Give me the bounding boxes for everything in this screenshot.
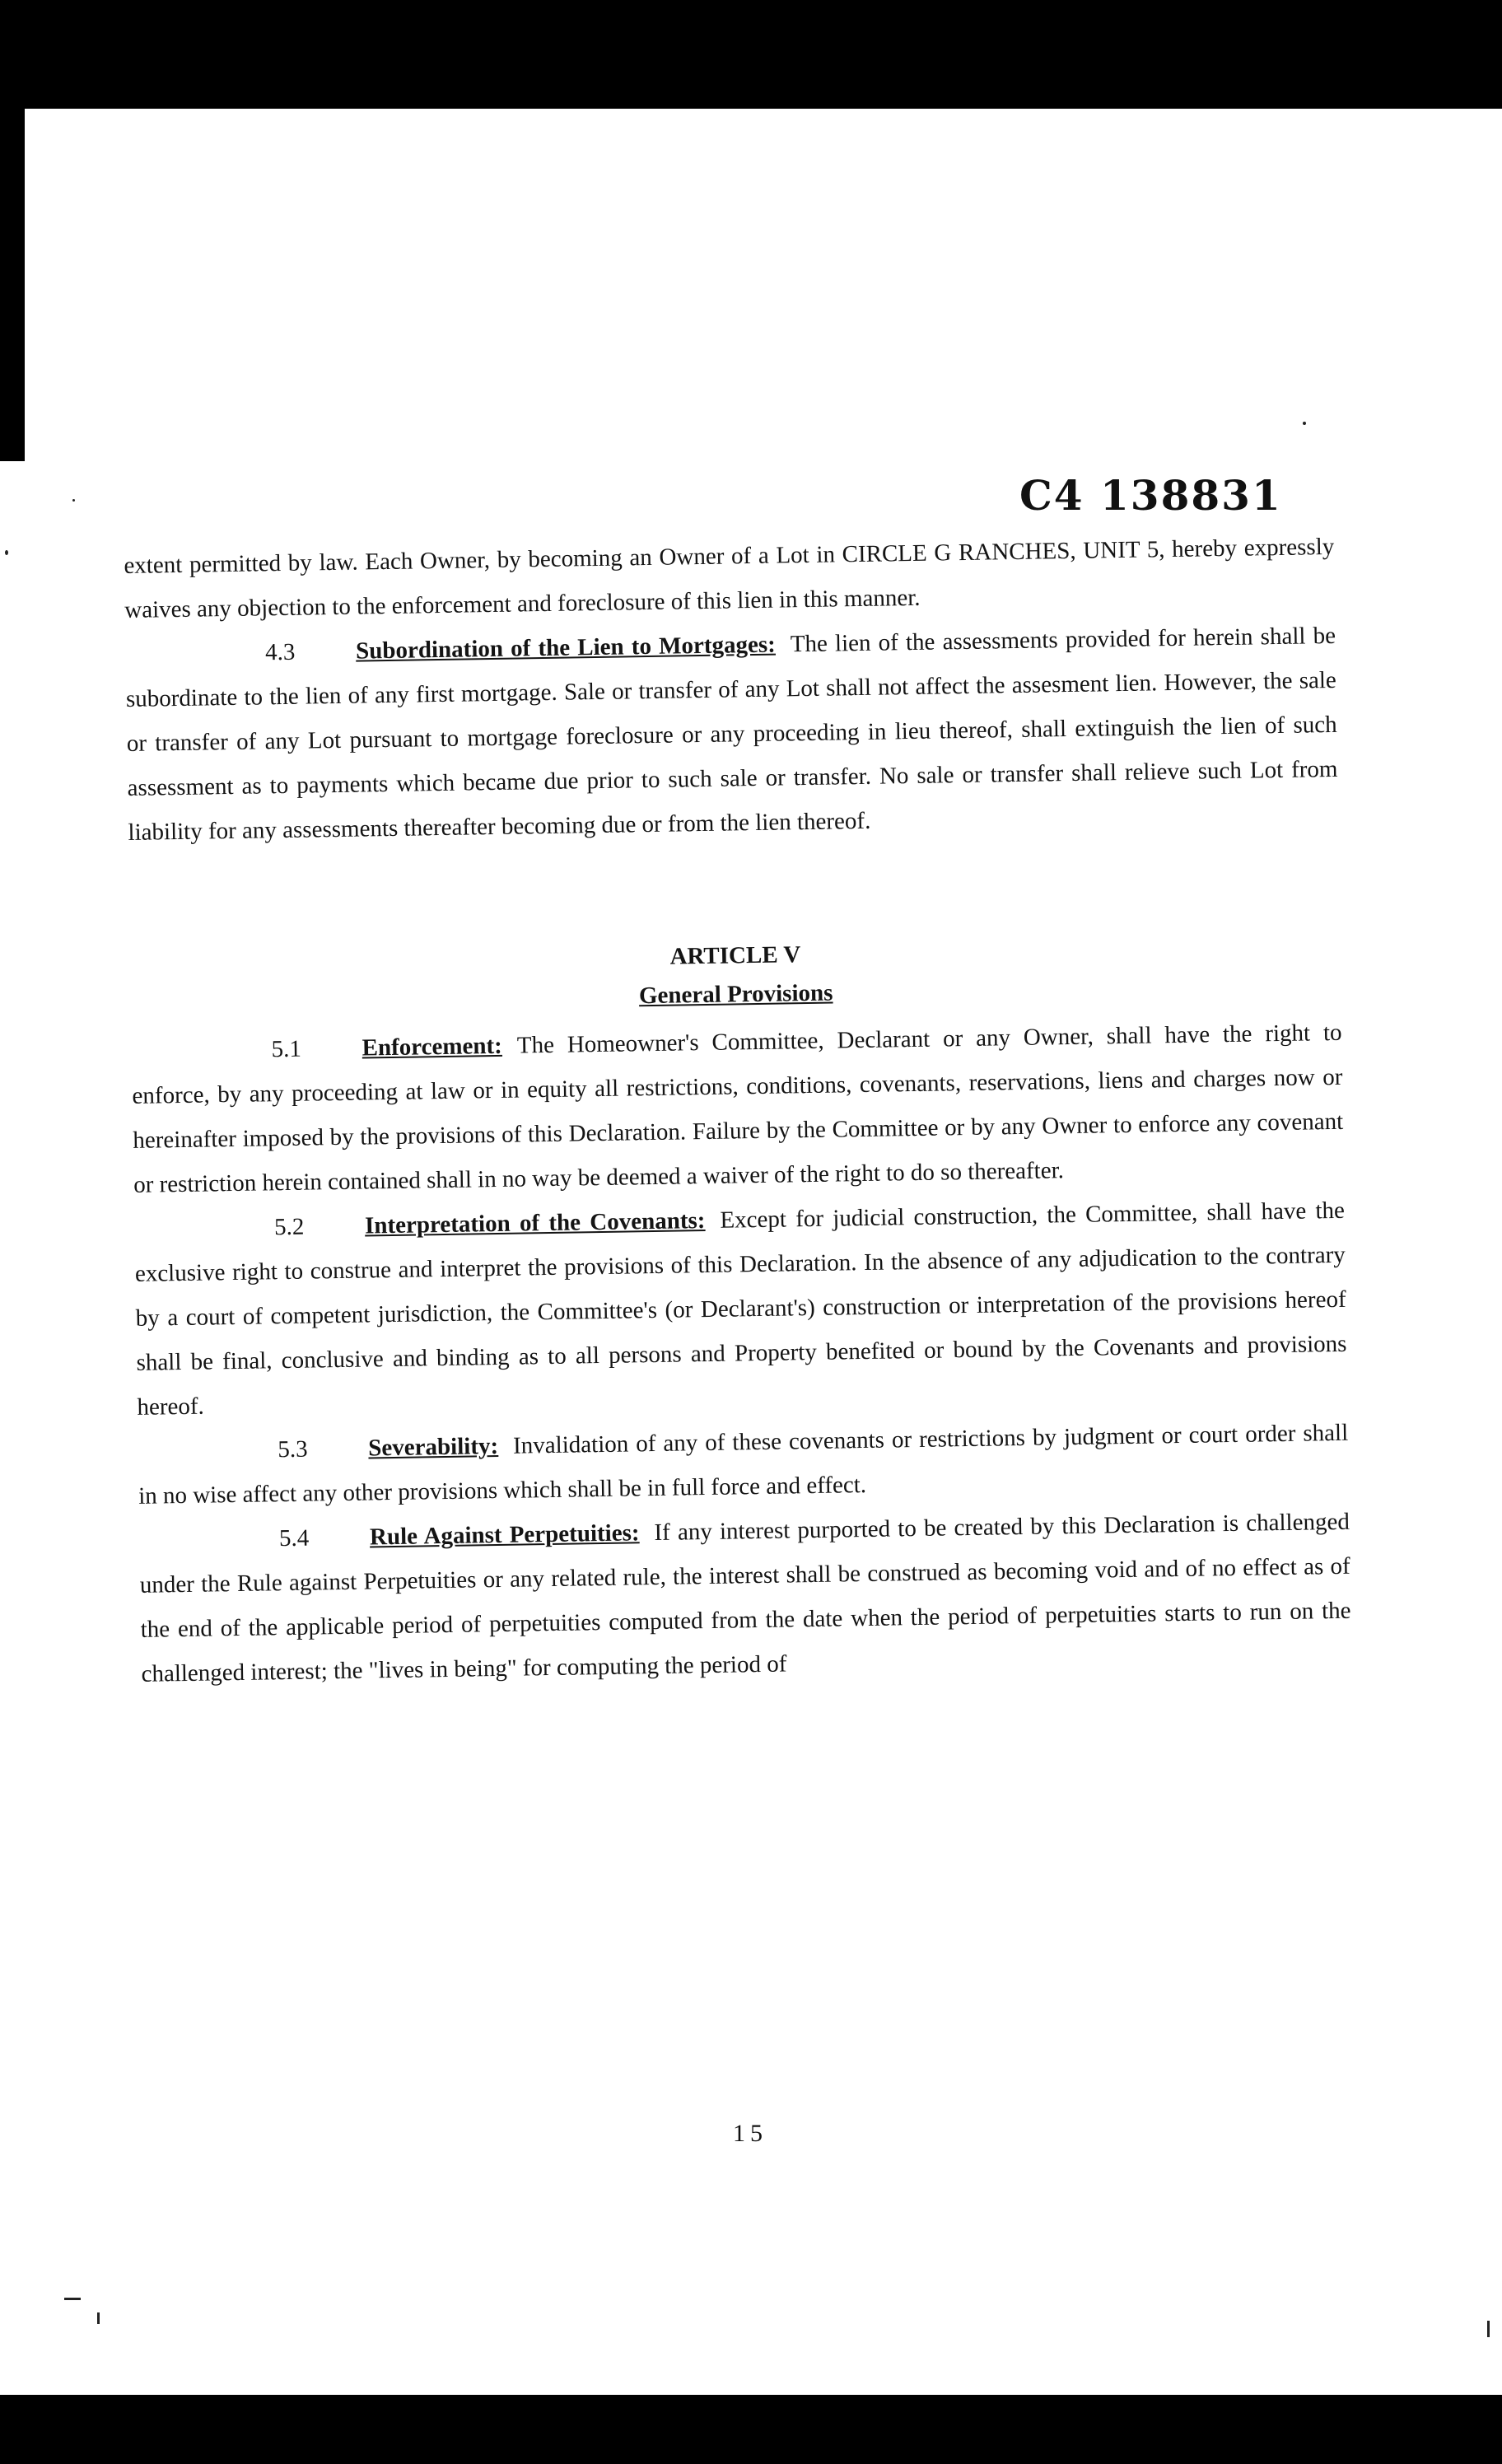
section-number: 4.3	[264, 638, 296, 666]
scan-speck	[64, 2298, 81, 2300]
section-5-2	[134, 1188, 1348, 1430]
scan-speck	[5, 550, 8, 555]
section-text: If any interest purported to be created by this Declaration is challenged under the Rule against Perpetuities or any related rule, the interest shall be construed as becoming void and of no effect as of the end of the applicable period of perpetuities computed from the date when the period of perpetuities starts to run on the challenged interest; the "lives in being" for computing the period of	[139, 1508, 1351, 1687]
opening-paragraph: extent permitted by law. Each Owner, by becoming an Owner of a Lot in CIRCLE G RANCHES, UNIT 5, hereby expressly waives any objection to the enforcement and foreclosure of this lien in this manner.	[124, 533, 1335, 623]
section-heading: Severability:	[368, 1432, 499, 1462]
scan-border-left	[0, 0, 25, 461]
section-number: 5.2	[273, 1213, 305, 1241]
section-number: 5.1	[271, 1035, 302, 1063]
scan-speck	[1303, 422, 1306, 425]
scan-border-top	[0, 0, 1502, 109]
section-number: 5.4	[278, 1524, 310, 1552]
scan-border-bottom	[0, 2395, 1502, 2464]
scan-speck	[1487, 2321, 1490, 2337]
section-5-4	[139, 1500, 1352, 1696]
scan-speck	[97, 2312, 100, 2324]
section-heading: Subordination of the Lien to Mortgages:	[355, 631, 777, 665]
section-text: The Homeowner's Committee, Declarant or any Owner, shall have the right to enforce, by any proceeding at law or in equity all restrictions, conditions, covenants, reservations, liens and charges now or hereinafter imposed by the provisions of this Declaration. Failure by the Committee or by any Owner to enforce any covenant or restriction herein contained shall in no way be deemed a waiver of the right to do so thereafter.	[132, 1019, 1344, 1198]
section-text: The lien of the assessments provided for herein shall be subordinate to the lien of any first mortgage. Sale or transfer of any Lot shall not affect the assesment lien. However, the sale or transfer of any Lot pursuant to mortgage foreclosure or any proceeding in lieu thereof, shall extinguish the lien of such assessment as to payments which became due prior to such sale or transfer. No sale or transfer shall relieve such Lot from liability for any assessments thereafter becoming due or from the lien thereof.	[125, 622, 1338, 846]
article-title: ARTICLE V	[669, 941, 801, 970]
section-heading: Rule Against Perpetuities:	[369, 1519, 640, 1551]
section-heading: Interpretation of the Covenants:	[364, 1207, 706, 1239]
page-number: 15	[733, 2120, 767, 2147]
document-number: C4 138831	[1019, 471, 1282, 520]
section-heading: Enforcement:	[362, 1032, 503, 1062]
page-body	[124, 525, 1352, 1696]
scan-speck	[72, 499, 75, 502]
article-subtitle: General Provisions	[638, 979, 833, 1010]
section-4-3	[125, 614, 1339, 855]
section-text: Except for judicial construction, the Committee, shall have the exclusive right to construe and interpret the provisions of this Declaration. In the absence of any adjudication to the contrary by a court of competent jurisdiction, the Committee's (or Declarant's) construction or interpretation of the provisions hereof shall be final, conclusive and binding as to all persons and Property benefited or bound by the Covenants and provisions hereof.	[134, 1197, 1347, 1421]
section-text: Invalidation of any of these covenants or restrictions by judgment or court order shall in no wise affect any other provisions which shall be in full force and effect.	[138, 1419, 1349, 1510]
section-5-1	[131, 1010, 1344, 1207]
section-number: 5.3	[278, 1435, 308, 1463]
